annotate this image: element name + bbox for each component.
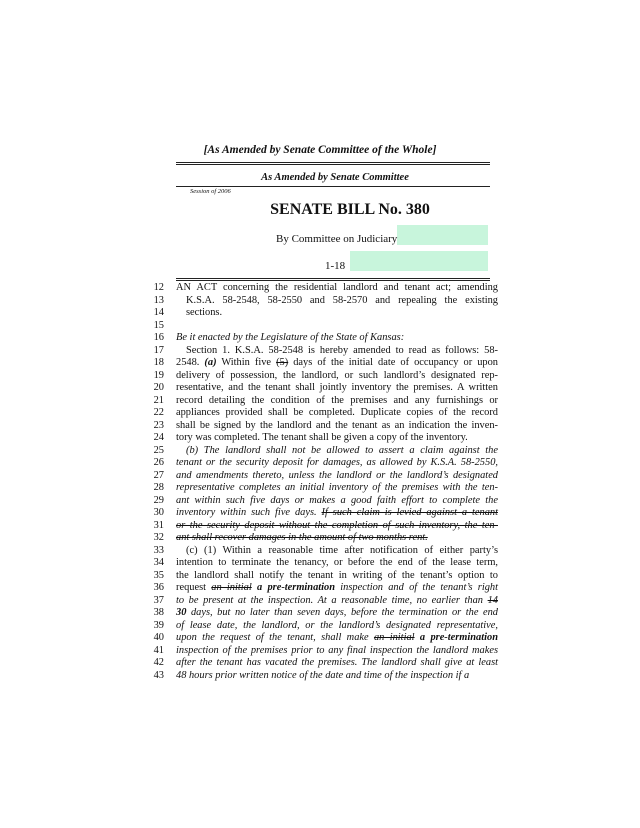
text-line — [140, 432, 500, 445]
line-number: 42 — [153, 657, 164, 668]
line-number: 19 — [153, 369, 164, 381]
text-line — [140, 645, 500, 658]
text-line — [140, 657, 500, 670]
line-number: 41 — [153, 644, 164, 656]
text-segment: and amendments thereto, unless the landlord or the landlord’s designated — [176, 469, 498, 481]
title-rule — [176, 278, 490, 279]
line-number: 15 — [153, 319, 164, 331]
line-number: 16 — [153, 332, 164, 343]
line-number: 33 — [153, 544, 164, 556]
text-segment: 48 hours prior written notice of the date and time of the inspection if a — [176, 669, 470, 681]
line-text — [176, 657, 498, 670]
line-number: 26 — [153, 457, 164, 468]
text-line — [140, 445, 500, 458]
text-segment: shall be signed by the landlord and the tenant as an indication the inven- — [176, 419, 498, 431]
line-number: 29 — [153, 494, 164, 506]
text-line — [140, 282, 500, 295]
text-line — [140, 420, 500, 433]
text-line — [140, 557, 500, 570]
text-segment: resentative, and the tenant shall jointly inventory the premises. A written — [176, 382, 498, 393]
text-segment: Section 1. K.S.A. 58-2548 is hereby amended to read as follows: 58- — [186, 344, 498, 356]
line-number: 43 — [153, 669, 164, 681]
struck-text: 14 — [487, 594, 498, 606]
text-segment: to be present at the inspection. At a reasonable time, no earlier than — [176, 594, 488, 606]
text-line — [140, 295, 500, 308]
line-text — [176, 507, 498, 520]
line-number: 24 — [153, 432, 164, 443]
line-text — [176, 407, 498, 420]
line-text — [176, 432, 498, 445]
line-number: 22 — [153, 407, 164, 418]
line-text — [176, 357, 498, 370]
text-line — [140, 307, 500, 320]
line-text — [176, 557, 498, 570]
text-segment: the landlord shall notify the tenant in writing of the tenant’s option to — [176, 569, 498, 581]
header-rule — [176, 162, 490, 163]
text-line — [140, 357, 500, 370]
bill-title: SENATE BILL No. 380 — [270, 201, 430, 218]
inserted-text: 30 — [176, 607, 187, 618]
line-text — [176, 482, 498, 495]
text-segment: sections. — [186, 307, 223, 318]
text-segment: ant within such five days or makes a good faith effort to complete the — [176, 494, 498, 506]
line-text — [176, 645, 498, 658]
text-segment: of lease date, the landlord, or the landlord’s designated representative, — [176, 619, 498, 631]
line-text — [176, 520, 498, 533]
line-text — [176, 307, 498, 320]
line-number: 13 — [153, 294, 164, 306]
text-segment: appliances provided shall be completed. Duplicate copies of the record — [176, 407, 498, 418]
line-number: 30 — [153, 507, 164, 518]
text-line — [140, 382, 500, 395]
text-line — [140, 470, 500, 483]
highlight-box — [397, 225, 488, 245]
text-line — [140, 670, 500, 683]
text-line — [140, 407, 500, 420]
text-segment: K.S.A. 58-2548, 58-2550 and 58-2570 and repealing the existing — [186, 294, 498, 306]
text-line — [140, 332, 500, 345]
text-segment: tory was completed. The tenant shall be given a copy of the inventory. — [176, 432, 468, 443]
text-segment: delivery of possession, the landlord, or such landlord’s designated rep- — [176, 369, 498, 381]
text-line — [140, 595, 500, 608]
title-rule — [176, 280, 490, 281]
line-number: 36 — [153, 582, 164, 593]
text-line — [140, 545, 500, 558]
line-text — [176, 457, 498, 470]
line-text — [176, 545, 498, 558]
text-segment: request — [176, 582, 212, 593]
line-number: 40 — [153, 632, 164, 643]
struck-text: ant shall recover damages in the amount of two months rent. — [176, 532, 428, 543]
text-segment: intention to terminate the tenancy, or before the end of the lease term, — [176, 557, 498, 568]
inserted-text: a pre-termination — [257, 582, 336, 593]
text-line — [140, 632, 500, 645]
text-line — [140, 457, 500, 470]
line-text — [176, 607, 498, 620]
line-number: 35 — [153, 569, 164, 581]
line-number: 39 — [153, 619, 164, 631]
text-line — [140, 570, 500, 583]
line-number: 38 — [153, 607, 164, 618]
text-segment: representative completes an initial inventory of the premises with the ten- — [176, 482, 498, 493]
line-text — [176, 420, 498, 433]
text-line — [140, 345, 500, 358]
line-text — [176, 532, 498, 545]
amendment-note-committee: As Amended by Senate Committee — [261, 172, 409, 183]
text-line — [140, 482, 500, 495]
line-number: 37 — [153, 594, 164, 606]
line-text — [176, 382, 498, 395]
text-line — [140, 520, 500, 533]
amendment-note-committee-of-whole: [As Amended by Senate Committee of the Whole] — [203, 144, 437, 156]
line-number: 20 — [153, 382, 164, 393]
text-line — [140, 320, 500, 333]
text-line — [140, 607, 500, 620]
text-segment: days, but no later than seven days, before the termination or the end — [186, 607, 498, 618]
struck-text: (5) — [276, 357, 289, 368]
text-line — [140, 370, 500, 383]
line-number: 32 — [153, 532, 164, 543]
line-number: 23 — [153, 419, 164, 431]
header-rule — [176, 186, 490, 187]
text-segment: (b) The landlord shall not be allowed to assert a claim against the — [186, 444, 498, 456]
line-number: 31 — [153, 519, 164, 531]
line-text — [176, 345, 498, 358]
line-text — [176, 582, 498, 595]
text-segment: (c) (1) Within a reasonable time after notification of either party’s — [186, 544, 498, 556]
struck-text: an initial — [373, 632, 415, 643]
text-segment: after the tenant has vacated the premises. The landlord shall give at least — [176, 657, 498, 668]
text-line — [140, 582, 500, 595]
line-number: 18 — [153, 357, 164, 368]
line-text — [176, 470, 498, 483]
line-text — [176, 595, 498, 608]
line-text — [176, 445, 498, 458]
line-number: 34 — [153, 557, 164, 568]
text-segment: AN ACT concerning the residential landlord and tenant act; amending — [176, 282, 498, 293]
text-segment: upon the request of the tenant, shall make — [176, 632, 374, 643]
bill-text — [140, 282, 500, 682]
line-text — [176, 670, 498, 683]
line-text — [176, 370, 498, 383]
text-line — [140, 532, 500, 545]
text-line — [140, 507, 500, 520]
line-text — [176, 332, 498, 345]
line-number: 14 — [153, 307, 164, 318]
text-segment: tenant or the security deposit for damages, as allowed by K.S.A. 58-2550, — [176, 457, 498, 468]
text-segment: record detailing the condition of the premises and any furnishings or — [176, 394, 498, 406]
line-text — [176, 395, 498, 408]
text-segment: 2548. — [176, 357, 205, 368]
date-line: 1-18 — [325, 260, 346, 272]
text-segment: Be it enacted by the Legislature of the State of Kansas: — [176, 332, 405, 343]
struck-text: or the security deposit without the completion of such inventory, the ten- — [176, 519, 498, 531]
line-text — [176, 282, 498, 295]
line-number: 17 — [153, 344, 164, 356]
text-segment: inventory within such five days. — [176, 507, 322, 518]
line-text — [176, 495, 498, 508]
line-number: 21 — [153, 394, 164, 406]
line-text — [176, 632, 498, 645]
struck-text: an initial — [211, 582, 252, 593]
struck-text: If such claim is levied against a tenant — [321, 507, 498, 518]
inserted-text: a pre-termination — [419, 632, 498, 643]
line-number: 27 — [153, 469, 164, 481]
text-segment: Within five — [216, 357, 277, 368]
text-segment: inspection and of the tenant’s right — [335, 582, 498, 593]
line-number: 12 — [153, 282, 164, 293]
text-line — [140, 495, 500, 508]
committee-line: By Committee on Judiciary — [276, 233, 398, 245]
text-segment: inspection of the premises prior to any final inspection the landlord makes — [176, 644, 498, 656]
text-line — [140, 620, 500, 633]
line-number: 25 — [153, 444, 164, 456]
text-line — [140, 395, 500, 408]
text-segment: days of the initial date of occupancy or upon — [288, 357, 499, 368]
line-text — [176, 295, 498, 308]
line-text — [176, 570, 498, 583]
header-rule — [176, 164, 490, 165]
session-label: Session of 2006 — [190, 188, 231, 195]
highlight-box — [350, 251, 488, 271]
inserted-text: (a) — [204, 357, 217, 368]
line-text — [176, 620, 498, 633]
line-number: 28 — [153, 482, 164, 493]
